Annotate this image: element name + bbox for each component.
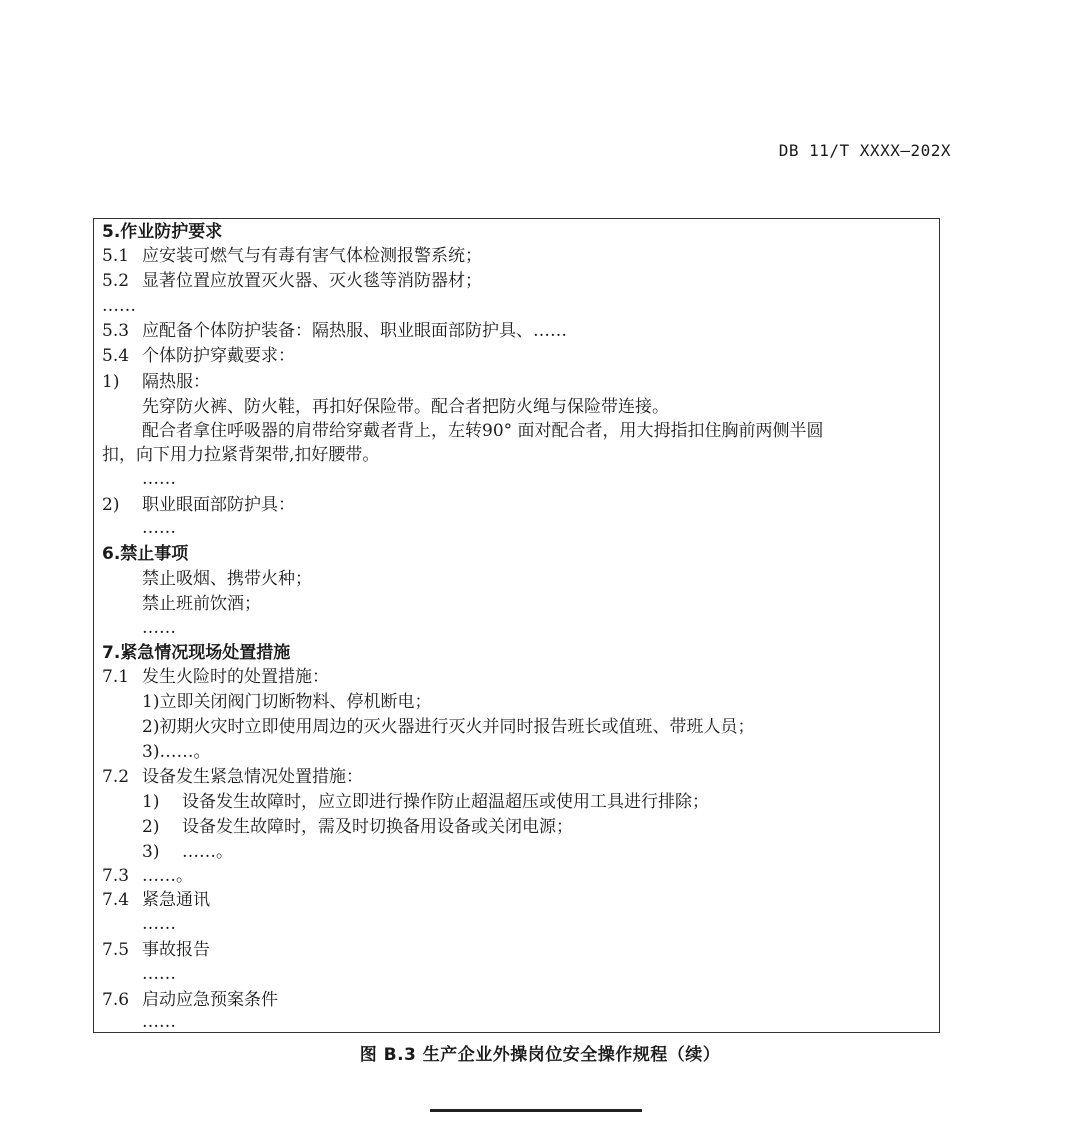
document-code: DB 11/T XXXX—202X: [778, 141, 951, 160]
paragraph: 先穿防火裤、防火鞋，再扣好保险带。配合者把防火绳与保险带连接。: [142, 397, 669, 417]
section-7-title: 7.紧急情况现场处置措施: [102, 643, 291, 663]
prohibition-item: 禁止吸烟、携带火种；: [142, 569, 312, 589]
sub-item: [142, 790, 709, 814]
item-7-4: [102, 888, 210, 912]
sub-item: 1)立即关闭阀门切断物料、停机断电；: [142, 692, 432, 712]
sub-item-text: 设备发生故障时，需及时切换备用设备或关闭电源；: [182, 817, 573, 837]
prohibition-item: 禁止班前饮酒；: [142, 594, 261, 614]
item-number: 5.2: [102, 271, 130, 291]
section-5-title: 5.作业防护要求: [102, 222, 223, 242]
paragraph: 配合者拿住呼吸器的肩带给穿戴者背上，左转90° 面对配合者，用大拇指扣住胸前两侧半圆: [142, 421, 824, 441]
item-text: 设备发生紧急情况处置措施：: [142, 767, 363, 787]
sub-item-number: 2): [142, 817, 160, 837]
item-5-2: [102, 269, 482, 293]
item-number: 7.1: [102, 667, 130, 687]
item-5-4-2: [102, 493, 295, 517]
item-text: 事故报告: [142, 940, 210, 960]
sub-item-number: 1): [142, 792, 160, 812]
item-7-5: [102, 938, 210, 962]
item-5-4-1: [102, 370, 210, 394]
item-text: 隔热服：: [142, 372, 210, 392]
item-number: 7.3: [102, 866, 130, 886]
section-6-title: 6.禁止事项: [102, 544, 189, 564]
ellipsis: ……: [142, 964, 176, 984]
sub-item-text: ……。: [182, 842, 233, 862]
item-text: 应配备个体防护装备：隔热服、职业眼面部防护具、……: [142, 321, 567, 341]
sub-item: 3)……。: [142, 742, 211, 762]
item-number: 2): [102, 495, 120, 515]
item-text: 显著位置应放置灭火器、灭火毯等消防器材；: [142, 271, 482, 291]
item-number: 5.1: [102, 246, 130, 266]
ellipsis: ……: [142, 518, 176, 538]
item-number: 7.5: [102, 940, 130, 960]
sub-item: [142, 815, 573, 839]
paragraph-continued: 扣，向下用力拉紧背架带,扣好腰带。: [102, 445, 380, 465]
ellipsis: ……: [142, 914, 176, 934]
footer-rule: [430, 1109, 642, 1112]
sub-item-number: 3): [142, 842, 160, 862]
sub-item: [142, 840, 233, 864]
item-text: 紧急通讯: [142, 890, 210, 910]
ellipsis-5: ……: [102, 296, 136, 316]
item-text: 个体防护穿戴要求：: [142, 346, 295, 366]
item-number: 7.6: [102, 990, 130, 1010]
item-text: 职业眼面部防护具：: [142, 495, 295, 515]
item-number: 1): [102, 372, 120, 392]
item-text: 发生火险时的处置措施：: [142, 667, 329, 687]
item-number: 7.2: [102, 767, 130, 787]
item-text: ……。: [142, 866, 193, 886]
item-5-3: [102, 319, 567, 343]
item-number: 5.4: [102, 346, 130, 366]
item-number: 5.3: [102, 321, 130, 341]
item-text: 应安装可燃气与有毒有害气体检测报警系统；: [142, 246, 482, 266]
item-5-4: [102, 344, 295, 368]
figure-caption: 图 B.3 生产企业外操岗位安全操作规程（续）: [359, 1045, 721, 1065]
item-5-1: [102, 244, 482, 268]
item-7-6: [102, 988, 278, 1012]
ellipsis: ……: [142, 1012, 176, 1032]
item-7-2: [102, 765, 363, 789]
ellipsis: ……: [142, 618, 176, 638]
item-7-3: [102, 864, 193, 888]
item-text: 启动应急预案条件: [142, 990, 278, 1010]
item-number: 7.4: [102, 890, 130, 910]
item-7-1: [102, 665, 329, 689]
sub-item: 2)初期火灾时立即使用周边的灭火器进行灭火并同时报告班长或值班、带班人员；: [142, 717, 755, 737]
sub-item-text: 设备发生故障时，应立即进行操作防止超温超压或使用工具进行排除；: [182, 792, 709, 812]
ellipsis: ……: [142, 469, 176, 489]
